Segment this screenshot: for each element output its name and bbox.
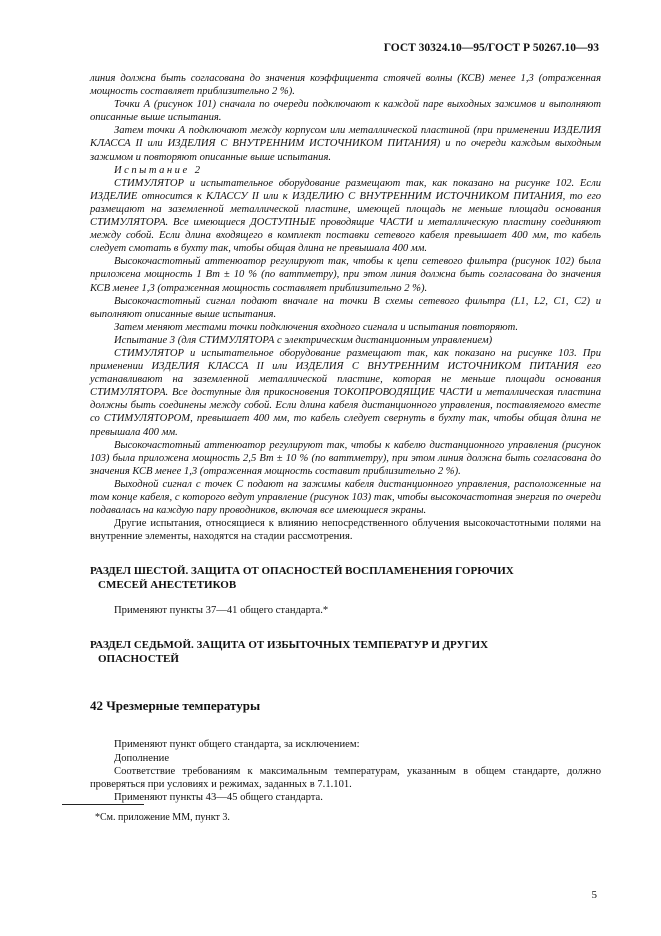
section-heading [90, 639, 601, 666]
test-heading: Испытание 2 [114, 164, 203, 176]
section-heading-line: СМЕСЕЙ АНЕСТЕТИКОВ [98, 578, 237, 591]
section-heading-line: ОПАСНОСТЕЙ [98, 652, 179, 665]
paragraph: СТИМУЛЯТОР и испытательное оборудование размещают так, как показано на рисунке 103. При применении ИЗДЕЛИЯ КЛАССА II или ИЗДЕЛИЯ С ВНУТРЕННИМ ИСТОЧНИКОМ ПИТАНИЯ его устанавливают на заземленной металлической пластине, которая не меньше площади основания СТИМУЛЯТОРА. Все доступные для прикосновения ТОКОПРОВОДЯЩИЕ ЧАСТИ и металлическая пластина должны быть соединены между собой. Если длина кабеля дистанционного управления, поставляемого вместе со СТИМУЛЯТОРОМ, превышает 400 мм, то кабель следует свернуть в бухту так, чтобы общая длина не превышала 400 мм. [90, 347, 601, 438]
paragraph: Затем меняют местами точки подключения входного сигнала и испытания повторяют. [114, 321, 518, 333]
paragraph: Другие испытания, относящиеся к влиянию непосредственного облучения высокочастотными полями на внутренние элементы, находятся на стадии рассмотрения. [90, 518, 601, 543]
clause-heading: 42 Чрезмерные температуры [90, 698, 261, 714]
test-heading: Испытание 3 (для СТИМУЛЯТОРА с электрическим дистанционным управлением) [114, 334, 493, 346]
section-heading [90, 565, 601, 592]
paragraph: Высокочастотный аттенюатор регулируют так, чтобы к цепи сетевого фильтра (рисунок 102) была приложена мощность 1 Вт ± 10 % (по ваттметру), при этом линия должна быть согласована до значения КСВ менее 1,3 (отраженная мощность составляет приблизительно 2 %). [90, 256, 601, 294]
footnote: *См. приложение ММ, пункт 3. [95, 812, 230, 823]
footnote-rule [62, 804, 144, 805]
paragraph: Применяют пункты 37—41 общего стандарта.* [114, 605, 329, 617]
page-number: 5 [591, 889, 597, 901]
main-content [90, 72, 601, 804]
paragraph: Применяют пункт общего стандарта, за исключением: [114, 739, 360, 751]
paragraph: Соответствие требованиям к максимальным температурам, указанным в общем стандарте, должно проверяться при условиях и режимах, заданных в 7.1.101. [90, 765, 601, 790]
paragraph: Точки А (рисунок 101) сначала по очереди подключают к каждой паре выходных зажимов и выполняют описанные выше испытания. [90, 99, 601, 124]
section-heading-line: РАЗДЕЛ ШЕСТОЙ. ЗАЩИТА ОТ ОПАСНОСТЕЙ ВОСПЛАМЕНЕНИЯ ГОРЮЧИХ [90, 565, 514, 578]
document-header: ГОСТ 30324.10—95/ГОСТ Р 50267.10—93 [383, 42, 599, 54]
paragraph: линия должна быть согласована до значения коэффициента стоячей волны (КСВ) менее 1,3 (отраженная мощность составляет приблизительно 2 %). [90, 73, 601, 98]
paragraph: Высокочастотный аттенюатор регулируют так, чтобы к кабелю дистанционного управления (рисунок 103) была приложена мощность 2,5 Вт ± 10 % (по ваттметру), при этом линия должна быть согласована до значения КСВ менее 1,3 (отраженная мощность составит приблизительно 2 %). [90, 439, 601, 477]
section-heading-line: РАЗДЕЛ СЕДЬМОЙ. ЗАЩИТА ОТ ИЗБЫТОЧНЫХ ТЕМПЕРАТУР И ДРУГИХ [90, 639, 489, 652]
paragraph: Применяют пункты 43—45 общего стандарта. [114, 791, 323, 803]
paragraph: Высокочастотный сигнал подают вначале на точки В схемы сетевого фильтра (L1, L2, C1, C2) и выполняют описанные выше испытания. [90, 295, 601, 320]
paragraph: Затем точки А подключают между корпусом или металлической пластиной (при применении ИЗДЕЛИЯ КЛАССА II или ИЗДЕЛИЯ С ВНУТРЕННИМ ИСТОЧНИКОМ ПИТАНИЯ) и по очереди каждым выходным зажимом и повторяют описанные выше испытания. [90, 125, 601, 163]
paragraph: СТИМУЛЯТОР и испытательное оборудование размещают так, как показано на рисунке 102. Если ИЗДЕЛИЕ относится к КЛАССУ II или к ИЗДЕЛИЮ С ВНУТРЕННИМ ИСТОЧНИКОМ ПИТАНИЯ, то его размещают на заземленной металлической пластине, имеющей площадь не меньше площади основания СТИМУЛЯТОРА. Все имеющиеся ДОСТУПНЫЕ проводящие ЧАСТИ и металлическую пластину соединяют между собой. Если длина входящего в комплект поставки сетевого кабеля превышает 400 мм, то кабель следует смотать в бухту так, чтобы общая длина не превышала 400 мм. [90, 177, 601, 255]
paragraph: Выходной сигнал с точек С подают на зажимы кабеля дистанционного управления, расположенные на том конце кабеля, с которого ведут управление (рисунок 103) так, чтобы высокочастотная энергия по очереди подавалась на каждую пару проводников, включая все имеющиеся экраны. [90, 478, 601, 517]
paragraph: Дополнение [114, 752, 170, 764]
